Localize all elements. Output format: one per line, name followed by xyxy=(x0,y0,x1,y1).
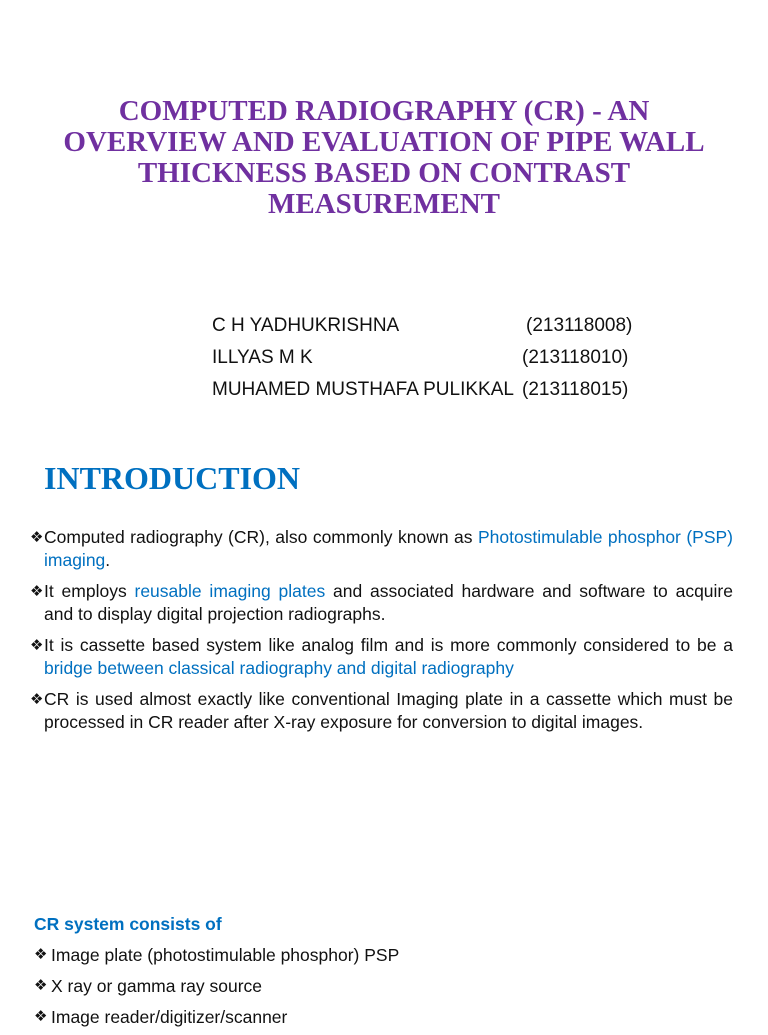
introduction-bullet xyxy=(30,634,733,680)
cr-system-list xyxy=(34,942,399,1035)
slide-title: COMPUTED RADIOGRAPHY (CR) - AN OVERVIEW AND EVALUATION OF PIPE WALL THICKNESS BASED ON CONTRAST MEASUREMENT xyxy=(63,95,705,220)
diamond-bullet-icon: ❖ xyxy=(34,1008,48,1025)
diamond-bullet-icon: ❖ xyxy=(30,691,44,708)
cr-system-heading: CR system consists of xyxy=(34,914,222,934)
introduction-heading: INTRODUCTION xyxy=(44,460,301,496)
bullet-text: and associated hardware and software to acquire and to display digital projection radiographs. xyxy=(44,581,733,624)
introduction-bullet xyxy=(30,688,733,734)
cr-system-item-label: Image reader/digitizer/scanner xyxy=(51,1007,288,1027)
author-name: ILLYAS M K xyxy=(212,347,313,368)
diamond-bullet-icon: ❖ xyxy=(34,946,48,963)
highlighted-text: bridge between classical radiography and digital radiography xyxy=(44,658,514,678)
cr-system-item xyxy=(34,942,399,973)
bullet-text: It employs xyxy=(44,581,135,601)
bullet-text: . xyxy=(105,550,111,570)
diamond-bullet-icon: ❖ xyxy=(34,977,48,994)
introduction-bullet-list xyxy=(30,526,733,742)
cr-system-item-label: Image plate (photostimulable phosphor) PSP xyxy=(51,945,400,965)
author-id: (213118010) xyxy=(522,347,629,368)
bullet-text: CR is used almost exactly like conventional Imaging plate in a cassette which must be processed in CR reader after X-ray exposure for conversion to digital images. xyxy=(44,689,733,732)
author-name: MUHAMED MUSTHAFA PULIKKAL xyxy=(212,379,514,400)
author-row xyxy=(212,344,652,376)
introduction-bullet xyxy=(30,526,733,572)
cr-system-item xyxy=(34,1004,399,1035)
cr-system-item xyxy=(34,973,399,1004)
author-row xyxy=(212,376,652,408)
highlighted-text: Photostimulable phosphor (PSP) imaging xyxy=(44,527,733,570)
author-id: (213118008) xyxy=(526,315,633,336)
highlighted-text: reusable imaging plates xyxy=(134,581,326,601)
author-id: (213118015) xyxy=(522,379,629,400)
introduction-bullet xyxy=(30,580,733,626)
cr-system-item-label: X ray or gamma ray source xyxy=(51,976,263,996)
diamond-bullet-icon: ❖ xyxy=(30,637,44,654)
diamond-bullet-icon: ❖ xyxy=(30,583,44,600)
bullet-text: It is cassette based system like analog film and is more commonly considered to be a xyxy=(44,635,733,655)
author-list xyxy=(212,312,652,408)
diamond-bullet-icon: ❖ xyxy=(30,529,44,546)
author-name: C H YADHUKRISHNA xyxy=(212,315,400,336)
author-row xyxy=(212,312,652,344)
bullet-text: Computed radiography (CR), also commonly known as xyxy=(44,527,478,547)
